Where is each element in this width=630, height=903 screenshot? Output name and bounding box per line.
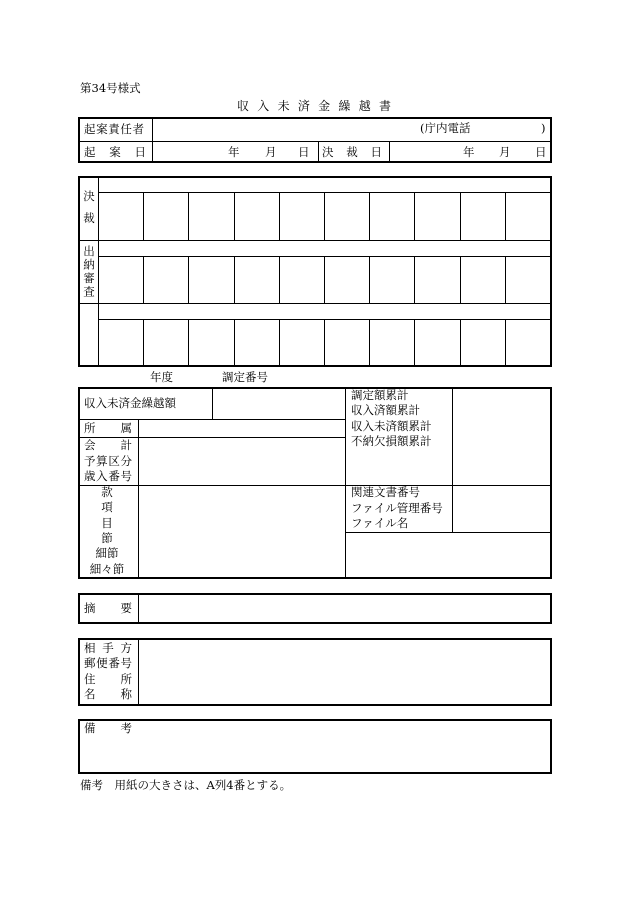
counterparty-table [78,638,552,706]
stamp-cell [143,192,188,240]
address-label: 住 所 [84,672,132,686]
stamp-cell [460,319,505,365]
budget-item-label-saisaisetsu: 細々節 [89,562,125,576]
stamp-cell [324,256,369,303]
revenue-number-label: 歳入番号 [84,469,132,483]
stamp-cell [324,192,369,240]
stamp-cell [234,256,279,303]
details-table [78,387,552,579]
column-divider [318,142,319,161]
stamp-cell [414,256,459,303]
budget-item-label-saisetsu: 細節 [95,546,119,560]
drafter-date-table [78,117,552,163]
stamp-cell [414,192,459,240]
file-management-number-label: ファイル管理番号 [351,501,443,515]
phone-label-open: (庁内電話 [420,121,471,135]
remarks-label: 備 考 [84,721,132,735]
stamp-cell [460,256,505,303]
stamp-cell [369,319,414,365]
remarks-table [78,719,552,774]
carryover-amount-divider [212,389,213,419]
phone-label-close: ) [541,121,546,135]
budget-category-label: 予算区分 [84,454,132,468]
section-divider [80,240,550,241]
stamp-cell [505,319,550,365]
stamp-cell [98,256,143,303]
section-divider [80,303,550,304]
column-divider [152,119,153,161]
accounting-label: 会 計 [84,438,132,452]
label-column-divider [138,419,139,577]
stamp-cell [279,256,324,303]
stamp-cell [460,192,505,240]
label-column-divider [138,595,139,622]
counterparty-label: 相 手 方 [84,641,132,655]
cumulative-loss-label: 不納欠損額累計 [351,434,432,448]
stamp-cell [188,256,233,303]
stamp-cell [188,319,233,365]
form-title: 収 入 未 済 金 繰 越 書 [237,99,391,113]
right-label-divider [452,389,453,532]
audit-label: 出納審査 [82,245,96,299]
stamp-cell [234,192,279,240]
column-divider [389,142,390,161]
stamp-cell [188,192,233,240]
stamp-cell [279,319,324,365]
stamp-cell [143,256,188,303]
department-label: 所 属 [84,421,132,435]
footer-note: 備考 用紙の大きさは、A列4番とする。 [80,778,292,792]
stamp-cell [369,192,414,240]
name-label: 名 称 [84,687,132,701]
stamp-cell [505,256,550,303]
draft-day-label: 日 [298,145,310,159]
draft-month-label: 月 [265,145,277,159]
budget-item-label-moku: 目 [101,516,113,530]
assessment-number-label: 調定番号 [222,370,268,384]
stamp-cell [505,192,550,240]
label-column-divider [138,640,139,704]
budget-item-label-setsu: 節 [101,531,113,545]
approval-year-label: 年 [463,145,475,159]
draft-year-label: 年 [228,145,240,159]
carryover-amount-label: 収入未済金繰越額 [84,396,176,410]
stamp-cell [324,319,369,365]
stamp-cell [98,319,143,365]
row-divider [80,419,345,420]
budget-item-label-kou: 項 [101,500,113,514]
file-name-label: ファイル名 [351,516,409,530]
approval-day-label: 日 [535,145,547,159]
decision-label: 決裁 [82,190,96,234]
summary-label: 摘 要 [84,601,132,615]
approval-month-label: 月 [499,145,511,159]
row-divider [80,141,550,142]
related-document-number-label: 関連文書番号 [351,485,420,499]
stamp-cell [369,256,414,303]
cumulative-unreceived-label: 収入未済額累計 [351,419,432,433]
postal-code-label: 郵便番号 [84,656,132,670]
cumulative-received-label: 収入済額累計 [351,403,420,417]
center-divider [345,389,346,577]
stamp-cell [414,319,459,365]
budget-item-label-kan: 款 [101,485,113,499]
draft-date-label: 起 案 日 [84,145,146,159]
form-number: 第34号様式 [80,81,141,95]
row-divider [345,532,550,533]
stamp-cell [234,319,279,365]
stamp-cell [143,319,188,365]
summary-table [78,593,552,624]
approval-date-label: 決 裁 日 [322,145,382,159]
drafter-label: 起案責任者 [84,122,144,136]
stamp-cell [98,192,143,240]
fiscal-year-label: 年度 [150,370,173,384]
cumulative-assessed-label: 調定額累計 [351,388,409,402]
row-divider [80,485,550,486]
stamp-cell [279,192,324,240]
